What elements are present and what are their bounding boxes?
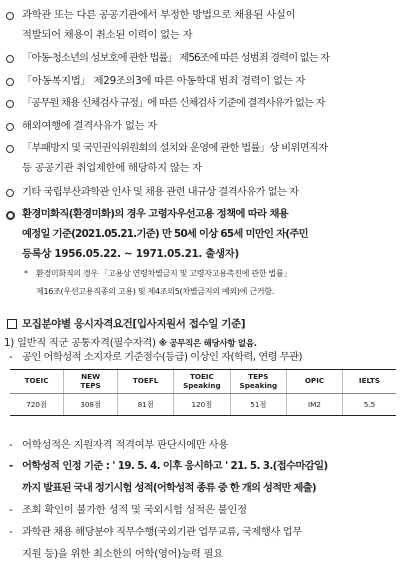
table-row [10,394,396,416]
table-cell: 51점 [230,394,286,416]
list-bullet [6,123,14,131]
list-item-line: 기타 국립부산과학관 인사 및 채용 관련 내규상 결격사유가 없는 자 [22,186,299,198]
footnote-mark: * [24,268,28,278]
table-cell: 720점 [10,394,64,416]
list-item-line: 과학관 또는 다른 공공기관에서 부정한 방법으로 채용된 사실이 [22,9,296,21]
dash-marker: - [9,460,14,472]
dash-marker: - [9,526,13,538]
header-part: Speaking [183,380,221,390]
table-header-cell: OPIC [287,370,343,394]
list-item-line: 적발되어 채용이 취소된 이력이 없는 자 [22,29,193,41]
bold-item-line: 등록상 1956.05.22. ~ 1971.05.21. 출생자) [22,248,239,260]
header-part: Speaking [239,380,278,390]
list-bullet [6,55,14,63]
list-bullet [6,78,14,86]
table-cell: 120점 [174,394,230,416]
list-item-line: 해외여행에 결격사유가 없는 자 [22,120,158,132]
table-header-row [10,370,396,394]
list-item-line: 「부패방지 및 국민권익위원회의 설치와 운영에 관한 법률」상 비위면직자 [22,142,328,154]
sub-heading-note: ※ 공무직은 해당사항 없음. [158,339,257,349]
list-bullet-bold [6,211,15,220]
table-cell: IM2 [287,394,343,416]
bold-item-line: 환경미화직(환경미화)의 경우 고령자우선고용 정책에 따라 채용 [22,208,289,220]
header-part: TOEIC [189,372,214,381]
bold-item-line: 예정일 기준(2021.05.21.기준) 만 50세 이상 65세 미만인 자(주민 [22,228,308,240]
dash-item-line: 과학관 채용 해당분야 직무수행(국외기관 업무교류, 국제행사 업무 [22,526,302,538]
table-header-cell: TOEIC [10,370,64,394]
sub-heading [4,334,257,349]
dash-item-line: 어학성적은 지원자격 적격여부 판단시에만 사용 [22,439,229,451]
dash-marker: - [9,504,13,516]
header-part: TEPS [248,372,269,381]
table-header-cell: TOEFL [118,370,174,394]
table-cell: 5.5 [342,394,396,416]
dash-item-line: 조회 확인이 불가한 성적 및 국외시험 성적은 불인정 [22,504,247,516]
dash-marker: - [9,351,13,363]
table-header-cell [230,370,286,394]
dash-item-line: 어학성적 인정 기준 : ' 19. 5. 4. 이후 응시하고 ' 21. 5. 3.(접수마감일) [22,460,328,472]
header-part: TEPS [80,380,101,390]
footnote-line: 제16조(우선고용직종의 고용) 및 제4조의5(차별금지의 예외)에 근거함. [36,286,274,296]
section-title: 모집분야별 응시자격요건[입사지원서 접수일 기준] [22,318,246,330]
dash-item-line: 지원 등)을 위한 최소한의 어학(영어)능력 필요 [22,548,223,560]
footnote-line: 환경미화직의 경우 「고용상 연령차별금지 및 고령자고용촉진에 관한 법률」 [36,268,292,278]
table-header-cell [64,370,118,394]
dash-marker: - [9,439,13,451]
table-cell: 81점 [118,394,174,416]
dash-item-line: 까지 발표된 국내 정기시험 성적(어학성적 종류 중 한 개의 성적만 제출) [22,482,316,494]
language-score-table [10,369,396,416]
list-bullet [6,145,14,153]
list-item-line: 「아동·청소년의 성보호에 관한 법률」 제56조에 따른 성범죄 경력이 없는 자 [22,52,330,64]
list-item-line: 등 공공기관 취업제한에 해당하지 않는 자 [22,162,202,174]
table-cell: 308점 [64,394,118,416]
list-item-line: 「공무원 채용 신체검사 규정」에 따른 신체검사 기준에 결격사유가 없는 자 [22,97,325,109]
sub-heading-text: 1) 일반직 직군 공통자격(필수자격) [4,337,159,349]
list-bullet [6,189,14,197]
list-bullet [6,12,14,20]
list-item-line: 「아동복지법」 제29조의3에 따른 아동학대 범죄 경력이 없는 자 [22,75,306,87]
header-part: NEW [81,372,101,381]
table-header-cell [174,370,230,394]
table-header-cell: IELTS [342,370,396,394]
section-square-icon [7,319,17,329]
sub-item-line: 공인 어학성적 소지자로 기준점수(등급) 이상인 자(학력, 연령 무관) [22,351,302,363]
list-bullet [6,100,14,108]
